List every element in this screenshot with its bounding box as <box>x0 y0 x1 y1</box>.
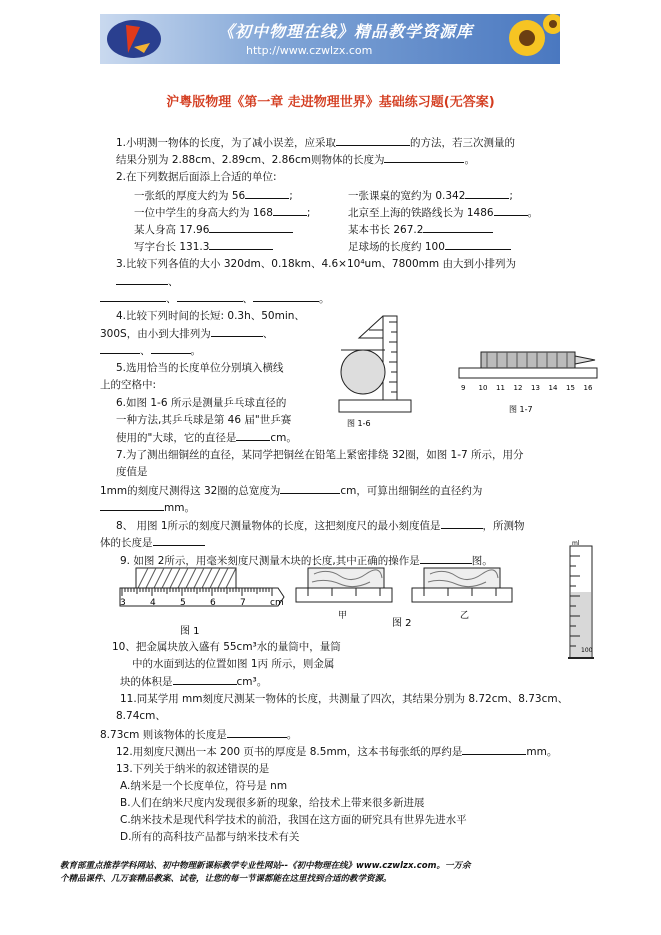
answer-blank[interactable] <box>209 238 273 250</box>
q2-item: 一张纸的厚度大约为 56 ; <box>134 187 293 204</box>
question-11: 11.同某学用 mm刻度尺测某一物体的长度，共测量了四次，其结果分别为 8.72cm、8.73cm、 <box>120 693 569 705</box>
question-11-cont: 8.74cm、 <box>116 710 166 722</box>
cylinder-mark-label: 100 <box>581 647 593 654</box>
q2-item: 足球场的长度约 100 <box>348 238 511 255</box>
question-6: 6.如图 1-6 所示是测量乒乓球直径的 <box>116 397 287 409</box>
answer-blank[interactable] <box>153 534 205 546</box>
answer-blank[interactable] <box>253 290 319 302</box>
question-5: 5.选用恰当的长度单位分别填入横线 <box>116 362 284 374</box>
question-7-cont: 1mm的刻度尺测得这 32圈的总宽度为 cm，可算出细铜丝的直径约为 <box>100 482 482 499</box>
answer-blank[interactable] <box>465 187 509 199</box>
ruler-label: 5 <box>180 598 186 608</box>
header-banner <box>100 14 560 64</box>
answer-blank[interactable] <box>441 517 483 529</box>
question-8-cont: 体的长度是 <box>100 534 205 551</box>
answer-blank[interactable] <box>494 204 528 216</box>
answer-blank[interactable] <box>100 499 164 511</box>
question-9: 9. 如图 2所示，用毫米刻度尺测量木块的长度,其中正确的操作是 图。 <box>120 552 493 569</box>
figure-1-7-caption: 图 1-7 <box>509 405 533 414</box>
option-c[interactable]: C.纳米技术是现代科学技术的前沿，我国在这方面的研究具有世界先进水平 <box>120 814 467 826</box>
question-7: 7.为了测出细铜丝的直径，某同学把铜丝在铅笔上紧密排绕 32圈，如图 1-7 所示，用分 <box>116 449 524 461</box>
answer-blank[interactable] <box>236 429 270 441</box>
figure-1-7 <box>457 346 602 416</box>
figure-1-6-caption: 图 1-6 <box>347 419 371 428</box>
banner-title: 《初中物理在线》精品教学资源库 <box>218 22 474 41</box>
answer-blank[interactable] <box>384 151 464 163</box>
answer-blank[interactable] <box>245 187 289 199</box>
question-7-cont: mm。 <box>100 499 195 516</box>
page-title: 沪粤版物理《第一章 走进物理世界》基础练习题(无答案) <box>166 95 495 110</box>
question-3-cont: 、 <box>116 273 179 290</box>
ruler-label: 15 <box>566 384 575 392</box>
figure-2-jia-label: 甲 <box>338 611 348 621</box>
question-4-cont: 、 。 <box>100 342 201 359</box>
answer-blank[interactable] <box>173 673 237 685</box>
question-6-cont: 使用的"大球，它的直径是 cm。 <box>116 429 297 446</box>
figure-1-ruler <box>112 566 292 638</box>
answer-blank[interactable] <box>116 273 168 285</box>
option-b[interactable]: B.人们在纳米尺度内发现很多新的现象，给技术上带来很多新进展 <box>120 797 425 809</box>
question-3-cont: 、 、 。 <box>100 290 330 307</box>
figure-2-yi-label: 乙 <box>460 611 470 621</box>
logo-icon <box>104 17 164 61</box>
ruler-label: 3 <box>120 598 126 608</box>
q2-item: 北京至上海的铁路线长为 1486 。 <box>348 204 538 221</box>
ruler-label: 16 <box>583 384 593 392</box>
answer-blank[interactable] <box>273 204 307 216</box>
graduated-cylinder <box>562 540 600 666</box>
ruler-label: 4 <box>150 598 156 608</box>
q2-item: 一张课桌的宽约为 0.342 ; <box>348 187 513 204</box>
question-13: 13.下列关于纳米的叙述错误的是 <box>116 763 270 775</box>
answer-blank[interactable] <box>100 290 166 302</box>
question-1-cont: 结果分别为 2.88cm、2.89cm、2.86cm则物体的长度为 。 <box>116 151 475 168</box>
answer-blank[interactable] <box>100 342 140 354</box>
answer-blank[interactable] <box>227 726 287 738</box>
answer-blank[interactable] <box>211 325 263 337</box>
ruler-label: 11 <box>496 384 505 392</box>
answer-blank[interactable] <box>336 134 410 146</box>
q2-item: 写字台长 131.3 <box>134 238 273 255</box>
question-6-cont: 一种方法,其乒乓球是第 46 届"世乒赛 <box>116 414 292 426</box>
figure-2 <box>294 566 514 630</box>
question-7-cont: 度值是 <box>116 466 148 478</box>
ruler-label: 7 <box>240 598 246 608</box>
answer-blank[interactable] <box>423 221 493 233</box>
question-4-cont: 300S，由小到大排列为 、 <box>100 325 273 342</box>
ruler-label: 14 <box>548 384 558 392</box>
footer <box>60 860 620 886</box>
cylinder-unit-label: ml <box>572 540 580 547</box>
q2-item: 一位中学生的身高大约为 168 ; <box>134 204 310 221</box>
sunflower-icon <box>495 14 560 64</box>
ruler-label: 10 <box>478 384 488 392</box>
question-3: 3.比较下列各值的大小 320dm、0.18km、4.6×10⁴um、7800mm 由大到小排列为 <box>116 258 516 270</box>
question-10: 10、把金属块放入盛有 55cm³水的量筒中，量筒 <box>112 641 341 653</box>
answer-blank[interactable] <box>445 238 511 250</box>
question-1: 1.小明测一物体的长度，为了减小误差，应采取 的方法，若三次测量的 <box>116 134 515 151</box>
option-a[interactable]: A.纳米是一个长度单位，符号是 nm <box>120 780 288 792</box>
answer-blank[interactable] <box>420 552 472 564</box>
question-2: 2.在下列数据后面添上合适的单位: <box>116 171 277 183</box>
question-11-cont: 8.73cm 则该物体的长度是 。 <box>100 726 297 743</box>
answer-blank[interactable] <box>462 743 526 755</box>
ruler-label: 12 <box>513 384 523 392</box>
figure-1-caption: 图 1 <box>180 626 200 637</box>
answer-blank[interactable] <box>209 221 293 233</box>
banner-url: http://www.czwlzx.com <box>246 44 373 57</box>
question-10-cont: 块的体积是 cm³。 <box>120 673 267 690</box>
q2-item: 某人身高 17.96 <box>134 221 293 238</box>
q2-item: 某本书长 267.2 <box>348 221 493 238</box>
ruler-label: 6 <box>210 598 216 608</box>
question-10-cont: 中的水面到达的位置如图 1丙 所示，则金属 <box>132 658 335 670</box>
answer-blank[interactable] <box>151 342 191 354</box>
answer-blank[interactable] <box>177 290 243 302</box>
question-5-cont: 上的空格中: <box>100 379 157 391</box>
option-d[interactable]: D.所有的高科技产品都与纳米技术有关 <box>120 831 300 843</box>
figure-1-6 <box>333 312 415 430</box>
ruler-label: 13 <box>531 384 540 392</box>
question-12: 12.用刻度尺测出一本 200 页书的厚度是 8.5mm，这本书每张纸的厚约是 mm。 <box>116 743 557 760</box>
figure-2-caption: 图 2 <box>392 618 412 629</box>
footer-line-2: 个精品课件、几万套精品教案、试卷，让您的每一节课都能在这里找到合适的教学资源。 <box>60 874 392 884</box>
answer-blank[interactable] <box>280 482 340 494</box>
footer-line-1: 教育部重点推荐学科网站、初中物理新课标教学专业性网站--《初中物理在线》www.czwlzx.com。一万余 <box>60 861 471 871</box>
ruler-label: cm <box>270 598 284 608</box>
question-8: 8、 用图 1所示的刻度尺测量物体的长度，这把刻度尺的最小刻度值是 ，所测物 <box>116 517 525 534</box>
ruler-label: 9 <box>461 384 466 392</box>
question-4: 4.比较下列时间的长短: 0.3h、50min、 <box>116 310 305 322</box>
